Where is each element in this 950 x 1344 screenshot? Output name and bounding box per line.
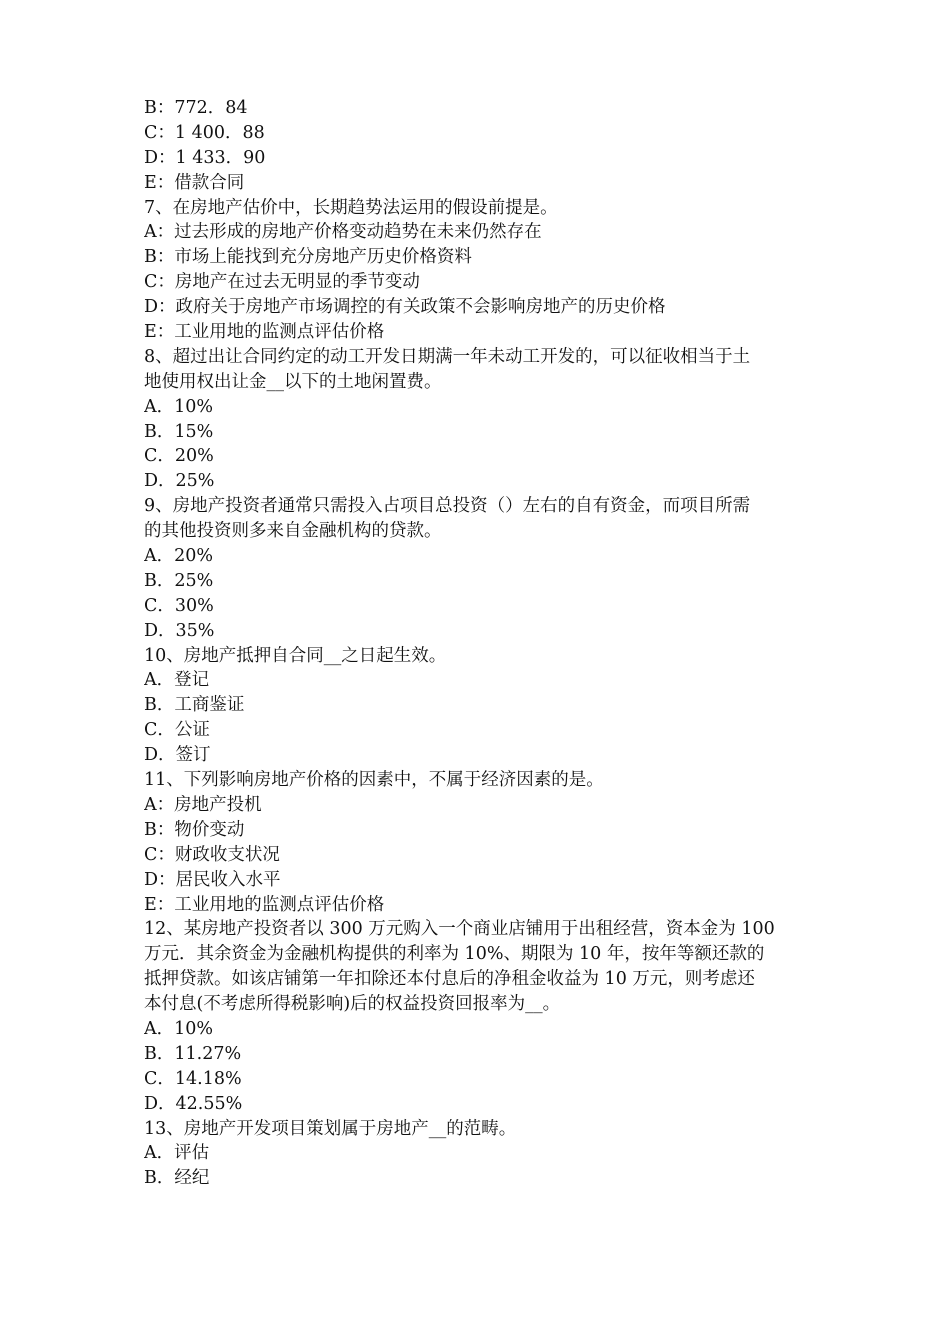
text-line: D．42.55% bbox=[144, 1093, 243, 1114]
text-line: A．10% bbox=[144, 1018, 214, 1039]
text-line: B．工商鉴证 bbox=[144, 695, 245, 716]
question-12-stem-cont: 抵押贷款。如该店铺第一年扣除还本付息后的净租金收益为 10 万元，则考虑还 bbox=[144, 969, 755, 990]
text-line: C．20% bbox=[144, 446, 214, 467]
text-line: A．20% bbox=[144, 546, 214, 567]
text-line: B．25% bbox=[144, 570, 214, 591]
text-line: C．30% bbox=[144, 595, 214, 616]
text-line: B．15% bbox=[144, 421, 214, 442]
text-line: D．25% bbox=[144, 471, 215, 492]
text-line: B：市场上能找到充分房地产历史价格资料 bbox=[144, 247, 472, 268]
text-line: E：工业用地的监测点评估价格 bbox=[144, 894, 385, 915]
question-8-stem: 8、超过出让合同约定的动工开发日期满一年未动工开发的，可以征收相当于土 bbox=[144, 346, 751, 367]
text-line: D．签订 bbox=[144, 745, 211, 766]
text-line: A．登记 bbox=[144, 670, 210, 691]
text-line: C．公证 bbox=[144, 720, 210, 741]
question-9-stem: 9、房地产投资者通常只需投入占项目总投资（）左右的自有资金，而项目所需 bbox=[144, 496, 751, 517]
text-line: B．11.27% bbox=[144, 1043, 242, 1064]
question-13-stem: 13、房地产开发项目策划属于房地产__的范畴。 bbox=[144, 1118, 517, 1139]
text-line: E：工业用地的监测点评估价格 bbox=[144, 322, 385, 343]
text-line: C：1 400．88 bbox=[144, 122, 265, 143]
text-line: C：财政收支状况 bbox=[144, 844, 280, 865]
text-line: B：772．84 bbox=[144, 98, 248, 118]
question-12-stem-cont: 万元．其余资金为金融机构提供的利率为 10%、期限为 10 年，按年等额还款的 bbox=[144, 944, 765, 965]
text-line: D：居民收入水平 bbox=[144, 869, 281, 890]
text-line: A：过去形成的房地产价格变动趋势在未来仍然存在 bbox=[144, 222, 542, 243]
text-line: A．评估 bbox=[144, 1143, 210, 1164]
text-line: D：1 433．90 bbox=[144, 147, 266, 168]
question-12-stem-cont: 本付息(不考虑所得税影响)后的权益投资回报率为__。 bbox=[144, 994, 561, 1015]
text-line: D：政府关于房地产市场调控的有关政策不会影响房地产的历史价格 bbox=[144, 297, 666, 318]
text-line: A：房地产投机 bbox=[144, 794, 262, 815]
document-page bbox=[144, 96, 814, 1191]
text-line: E：借款合同 bbox=[144, 172, 245, 193]
question-11-stem: 11、下列影响房地产价格的因素中，不属于经济因素的是。 bbox=[144, 770, 604, 791]
question-7-stem: 7、在房地产估价中，长期趋势法运用的假设前提是。 bbox=[144, 197, 558, 218]
text-line: C．14.18% bbox=[144, 1068, 242, 1089]
question-12-stem: 12、某房地产投资者以 300 万元购入一个商业店铺用于出租经营，资本金为 100 bbox=[144, 919, 775, 940]
text-line: D．35% bbox=[144, 620, 215, 641]
text-line: C：房地产在过去无明显的季节变动 bbox=[144, 272, 420, 293]
text-line: B：物价变动 bbox=[144, 819, 245, 840]
question-8-stem-cont: 地使用权出让金__以下的土地闲置费。 bbox=[144, 371, 442, 392]
question-10-stem: 10、房地产抵押自合同__之日起生效。 bbox=[144, 645, 447, 666]
question-9-stem-cont: 的其他投资则多来自金融机构的贷款。 bbox=[144, 521, 442, 542]
text-line: B．经纪 bbox=[144, 1168, 210, 1189]
text-line: A．10% bbox=[144, 396, 214, 417]
